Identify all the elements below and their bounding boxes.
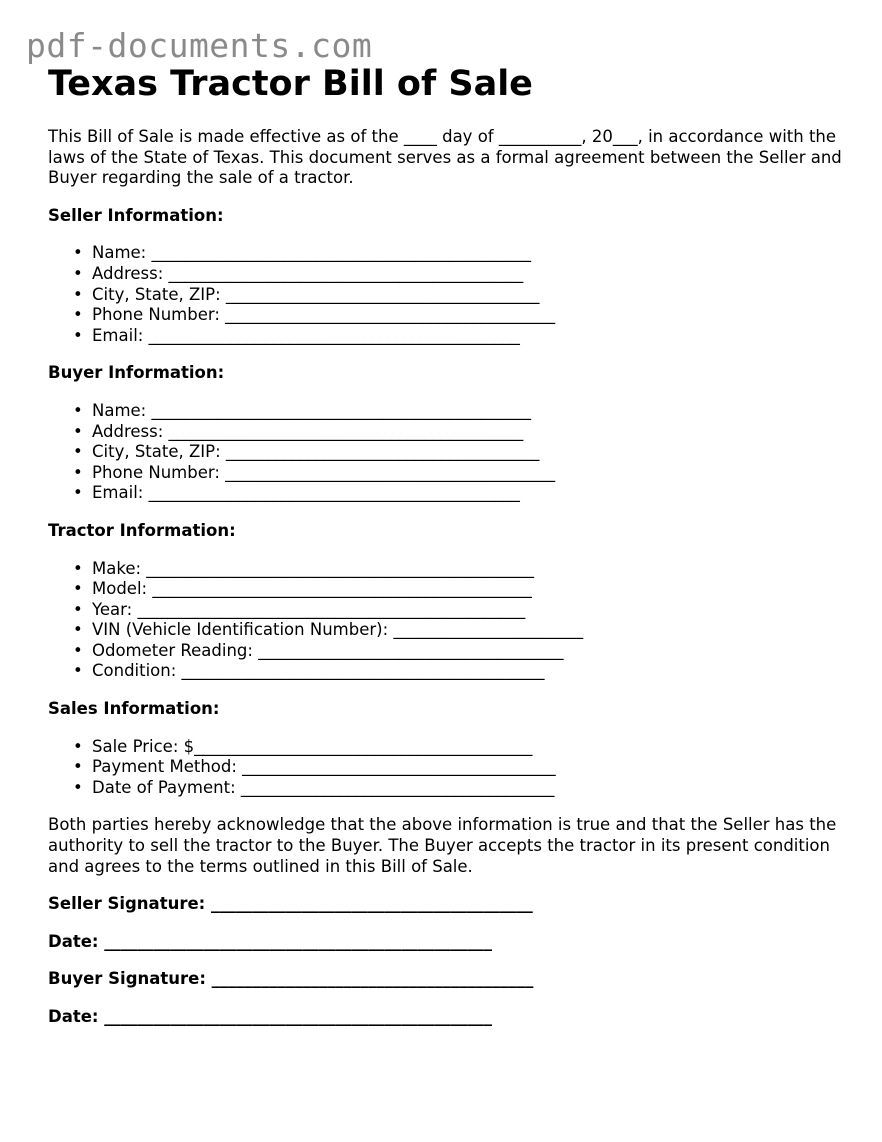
buyer-signature-field[interactable]: Buyer Signature: _______________________________________ (48, 969, 534, 989)
field-label: Sale Price: $_________________________________________ (92, 736, 533, 756)
field-label: Date of Payment: ______________________________________ (92, 777, 555, 797)
tractor-year-field[interactable] (48, 600, 848, 621)
seller-phone-field[interactable] (48, 305, 848, 326)
field-label: City, State, ZIP: ______________________________________ (92, 284, 540, 304)
seller-email-field[interactable] (48, 326, 848, 347)
bullet-icon: • (73, 620, 83, 640)
payment-date-field[interactable] (48, 778, 848, 799)
bullet-icon: • (73, 305, 83, 325)
tractor-odometer-field[interactable] (48, 641, 848, 662)
bullet-icon: • (73, 757, 83, 777)
tractor-field-list (48, 559, 848, 683)
sales-info-heading: Sales Information: (48, 699, 220, 719)
buyer-info-heading: Buyer Information: (48, 363, 225, 383)
field-label: Name: ______________________________________________ (92, 400, 531, 420)
tractor-condition-field[interactable] (48, 661, 848, 682)
site-watermark: pdf-documents.com (26, 26, 373, 65)
seller-signature-field[interactable]: Seller Signature: _______________________________________ (48, 894, 533, 914)
bullet-icon: • (73, 483, 83, 503)
seller-info-heading: Seller Information: (48, 205, 224, 225)
field-label: Condition: ____________________________________________ (92, 661, 545, 681)
seller-name-field[interactable] (48, 243, 848, 264)
bullet-icon: • (73, 579, 83, 599)
buyer-date-field[interactable]: Date: _______________________________________________ (48, 1007, 493, 1026)
field-label: Email: _____________________________________________ (92, 483, 520, 503)
intro-paragraph: This Bill of Sale is made effective as of the ____ day of __________, 20___, in accordance with the laws of the State of Texas. This document serves as a formal agreement between the Seller and Buyer regarding the sale of a tractor. (48, 127, 842, 188)
document-body (48, 127, 848, 1045)
document-title: Texas Tractor Bill of Sale (48, 64, 533, 104)
seller-date-field[interactable]: Date: _______________________________________________ (48, 931, 493, 951)
buyer-name-field[interactable] (48, 401, 848, 422)
tractor-model-field[interactable] (48, 579, 848, 600)
bullet-icon: • (73, 284, 83, 304)
tractor-info-heading: Tractor Information: (48, 520, 236, 540)
tractor-make-field[interactable] (48, 559, 848, 580)
buyer-city-state-zip-field[interactable] (48, 442, 848, 463)
field-label: Phone Number: ________________________________________ (92, 305, 556, 325)
sale-price-field[interactable] (48, 737, 848, 758)
field-label: Name: ______________________________________________ (92, 243, 531, 263)
field-label: Phone Number: ________________________________________ (92, 462, 556, 482)
acknowledgement-paragraph: Both parties hereby acknowledge that the above information is true and that the Seller has the authority to sell the tractor to the Buyer. The Buyer accepts the tractor in its present condition and agrees to the terms outlined in this Bill of Sale. (48, 815, 837, 876)
bullet-icon: • (73, 640, 83, 660)
buyer-phone-field[interactable] (48, 463, 848, 484)
field-label: Make: _______________________________________________ (92, 558, 535, 578)
bullet-icon: • (73, 442, 83, 462)
tractor-vin-field[interactable] (48, 620, 848, 641)
bullet-icon: • (73, 661, 83, 681)
bullet-icon: • (73, 777, 83, 797)
buyer-email-field[interactable] (48, 483, 848, 504)
seller-city-state-zip-field[interactable] (48, 285, 848, 306)
seller-field-list (48, 243, 848, 346)
bullet-icon: • (73, 599, 83, 619)
field-label: Odometer Reading: _____________________________________ (92, 640, 564, 660)
bullet-icon: • (73, 325, 83, 345)
bullet-icon: • (73, 263, 83, 283)
bullet-icon: • (73, 243, 83, 263)
field-label: Email: _____________________________________________ (92, 325, 520, 345)
bullet-icon: • (73, 400, 83, 420)
bullet-icon: • (73, 736, 83, 756)
sales-field-list (48, 737, 848, 799)
field-label: Year: _______________________________________________ (92, 599, 526, 619)
buyer-address-field[interactable] (48, 422, 848, 443)
field-label: Payment Method: ______________________________________ (92, 757, 556, 777)
field-label: VIN (Vehicle Identification Number): _______________________ (92, 620, 584, 640)
field-label: Address: ___________________________________________ (92, 421, 524, 441)
buyer-field-list (48, 401, 848, 504)
field-label: City, State, ZIP: ______________________________________ (92, 442, 540, 462)
field-label: Model: ______________________________________________ (92, 579, 532, 599)
field-label: Address: ___________________________________________ (92, 263, 524, 283)
bullet-icon: • (73, 462, 83, 482)
bullet-icon: • (73, 558, 83, 578)
bullet-icon: • (73, 421, 83, 441)
seller-address-field[interactable] (48, 264, 848, 285)
payment-method-field[interactable] (48, 757, 848, 778)
